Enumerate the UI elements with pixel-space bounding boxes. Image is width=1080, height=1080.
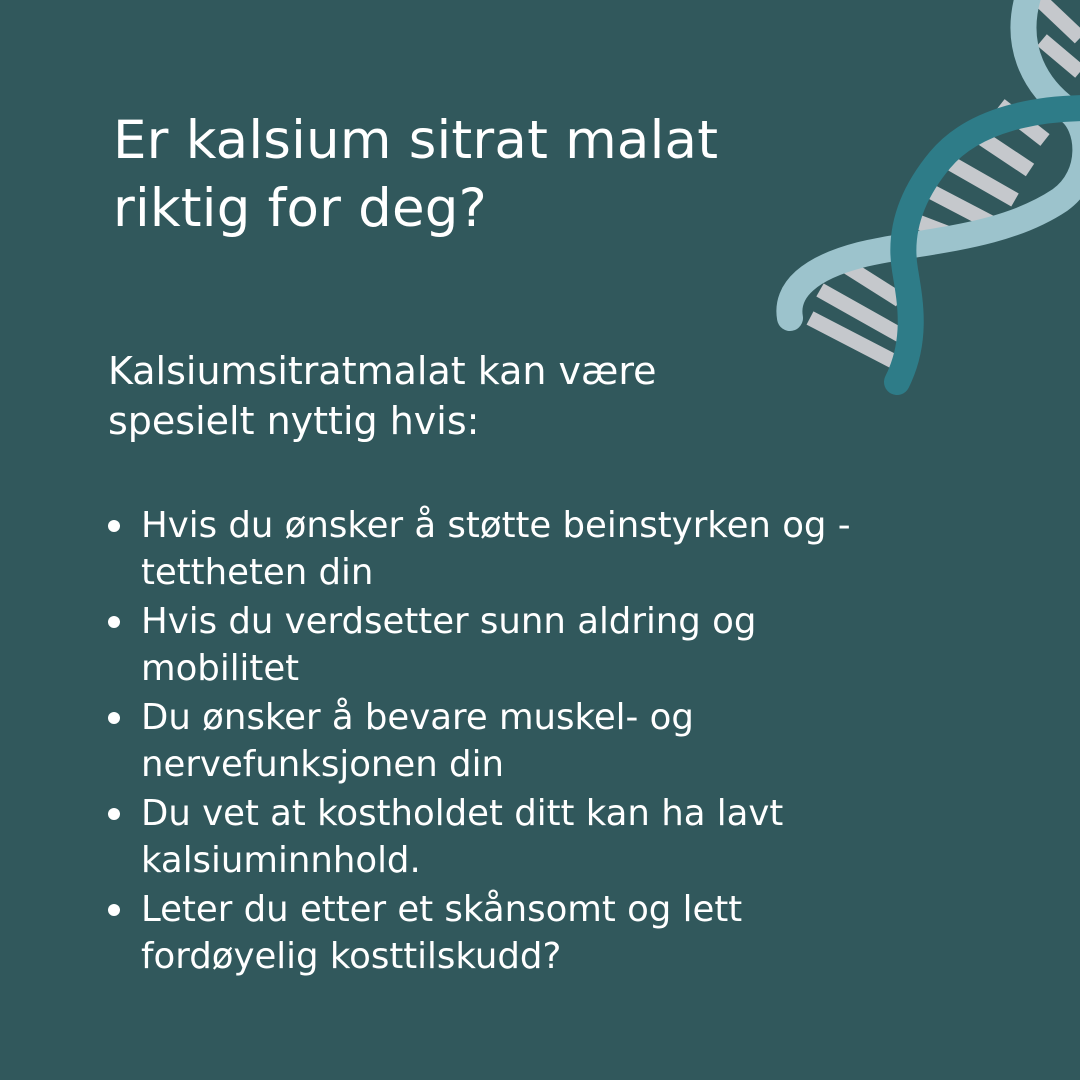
list-item-line-1: Hvis du ønsker å støtte beinstyrken og - xyxy=(141,505,851,546)
benefit-list xyxy=(108,502,988,982)
intro-line-1: Kalsiumsitratmalat kan være xyxy=(108,349,657,393)
list-item xyxy=(108,886,988,982)
list-item xyxy=(108,598,988,694)
list-item-line-2: tettheten din xyxy=(141,552,374,593)
list-item xyxy=(108,502,988,598)
bullet-icon xyxy=(108,616,120,628)
title-line-1: Er kalsium sitrat malat xyxy=(113,110,719,171)
list-item-line-1: Hvis du verdsetter sunn aldring og xyxy=(141,601,757,642)
list-item xyxy=(108,790,988,886)
bullet-icon xyxy=(108,808,120,820)
intro-line-2: spesielt nyttig hvis: xyxy=(108,399,480,443)
list-item-line-2: kalsiuminnhold. xyxy=(141,840,421,881)
bullet-icon xyxy=(108,904,120,916)
title-line-2: riktig for deg? xyxy=(113,178,487,239)
bullet-icon xyxy=(108,712,120,724)
page-title xyxy=(113,107,873,243)
list-item-line-2: nervefunksjonen din xyxy=(141,744,504,785)
list-item-line-2: mobilitet xyxy=(141,648,300,689)
bullet-icon xyxy=(108,520,120,532)
list-item-line-1: Du ønsker å bevare muskel- og xyxy=(141,697,694,738)
list-item-line-1: Du vet at kostholdet ditt kan ha lavt xyxy=(141,793,784,834)
intro-text xyxy=(108,346,868,446)
list-item xyxy=(108,694,988,790)
list-item-line-1: Leter du etter et skånsomt og lett xyxy=(141,889,743,930)
list-item-line-2: fordøyelig kosttilskudd? xyxy=(141,936,562,977)
